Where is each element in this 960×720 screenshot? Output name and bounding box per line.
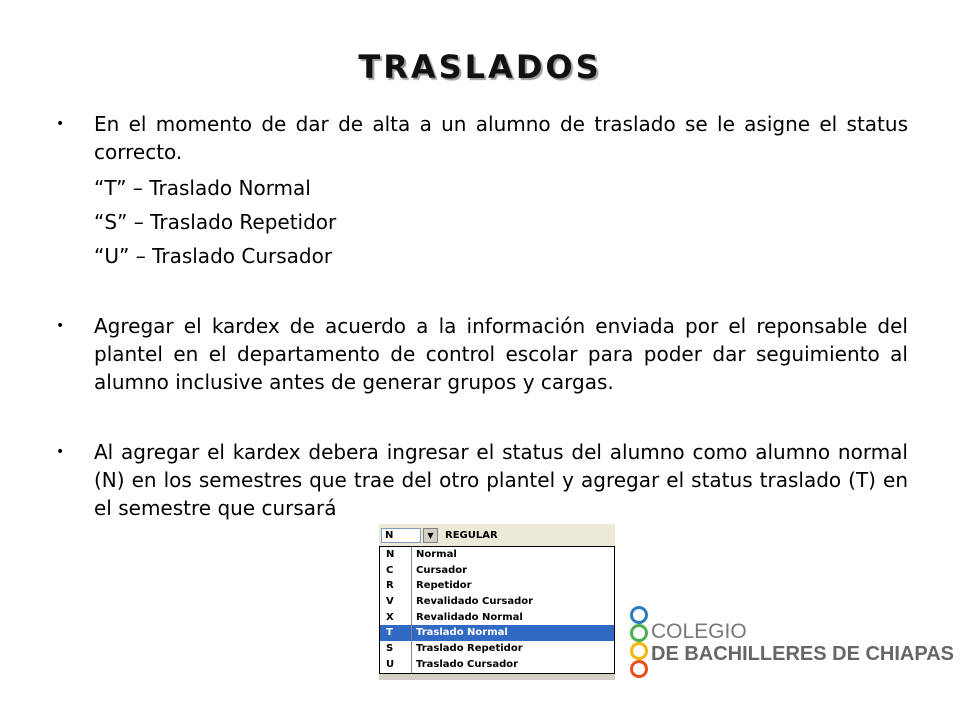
status-select[interactable]: N [381,528,421,543]
bullet-icon: • [56,318,65,334]
option-row[interactable]: U Traslado Cursador [380,657,614,673]
bullet-text-2: Agregar el kardex de acuerdo a la información enviada por el reponsable del plantel en el departamento de control escolar para poder dar seguimiento al alumno inclusive antes de generar grupos y cargas. [94,314,908,394]
circle-icon [630,624,648,642]
bullet-icon: • [56,116,65,132]
bullet-item-3 [56,438,908,522]
regular-label: REGULAR [445,530,498,541]
bullet-text-1: En el momento de dar de alta a un alumno de traslado se le asigne el status correcto. [94,112,908,164]
status-options-list [379,546,615,674]
chevron-down-icon[interactable]: ▼ [423,528,438,543]
status-dropdown-screenshot [379,524,615,680]
option-row[interactable]: N Normal [380,547,614,563]
dropdown-header [379,524,615,546]
option-row[interactable]: V Revalidado Cursador [380,594,614,610]
dropdown-footer [379,674,615,680]
logo-circles-icon [628,606,650,680]
circle-icon [630,660,648,678]
status-item-t: “T” – Traslado Normal [94,176,311,200]
page-title: TRASLADOS [358,48,602,86]
logo-line-1: COLEGIO [651,620,747,643]
bullet-item-1 [56,110,908,166]
option-row[interactable]: R Repetidor [380,578,614,594]
status-item-u: “U” – Traslado Cursador [94,244,333,268]
circle-icon [630,606,648,624]
circle-icon [630,642,648,660]
status-item-s: “S” – Traslado Repetidor [94,210,337,234]
option-row[interactable]: T Traslado Normal [380,625,614,641]
option-row[interactable]: X Revalidado Normal [380,610,614,626]
bullet-icon: • [56,444,65,460]
option-row[interactable]: S Traslado Repetidor [380,641,614,657]
option-row[interactable]: C Cursador [380,563,614,579]
bullet-item-2 [56,312,908,396]
logo-line-2: DE BACHILLERES DE CHIAPAS [651,643,954,665]
bullet-text-3: Al agregar el kardex debera ingresar el status del alumno como alumno normal (N) en los semestres que trae del otro plantel y agregar el status traslado (T) en el semestre que cursará [94,440,908,520]
colegio-logo [624,606,954,680]
